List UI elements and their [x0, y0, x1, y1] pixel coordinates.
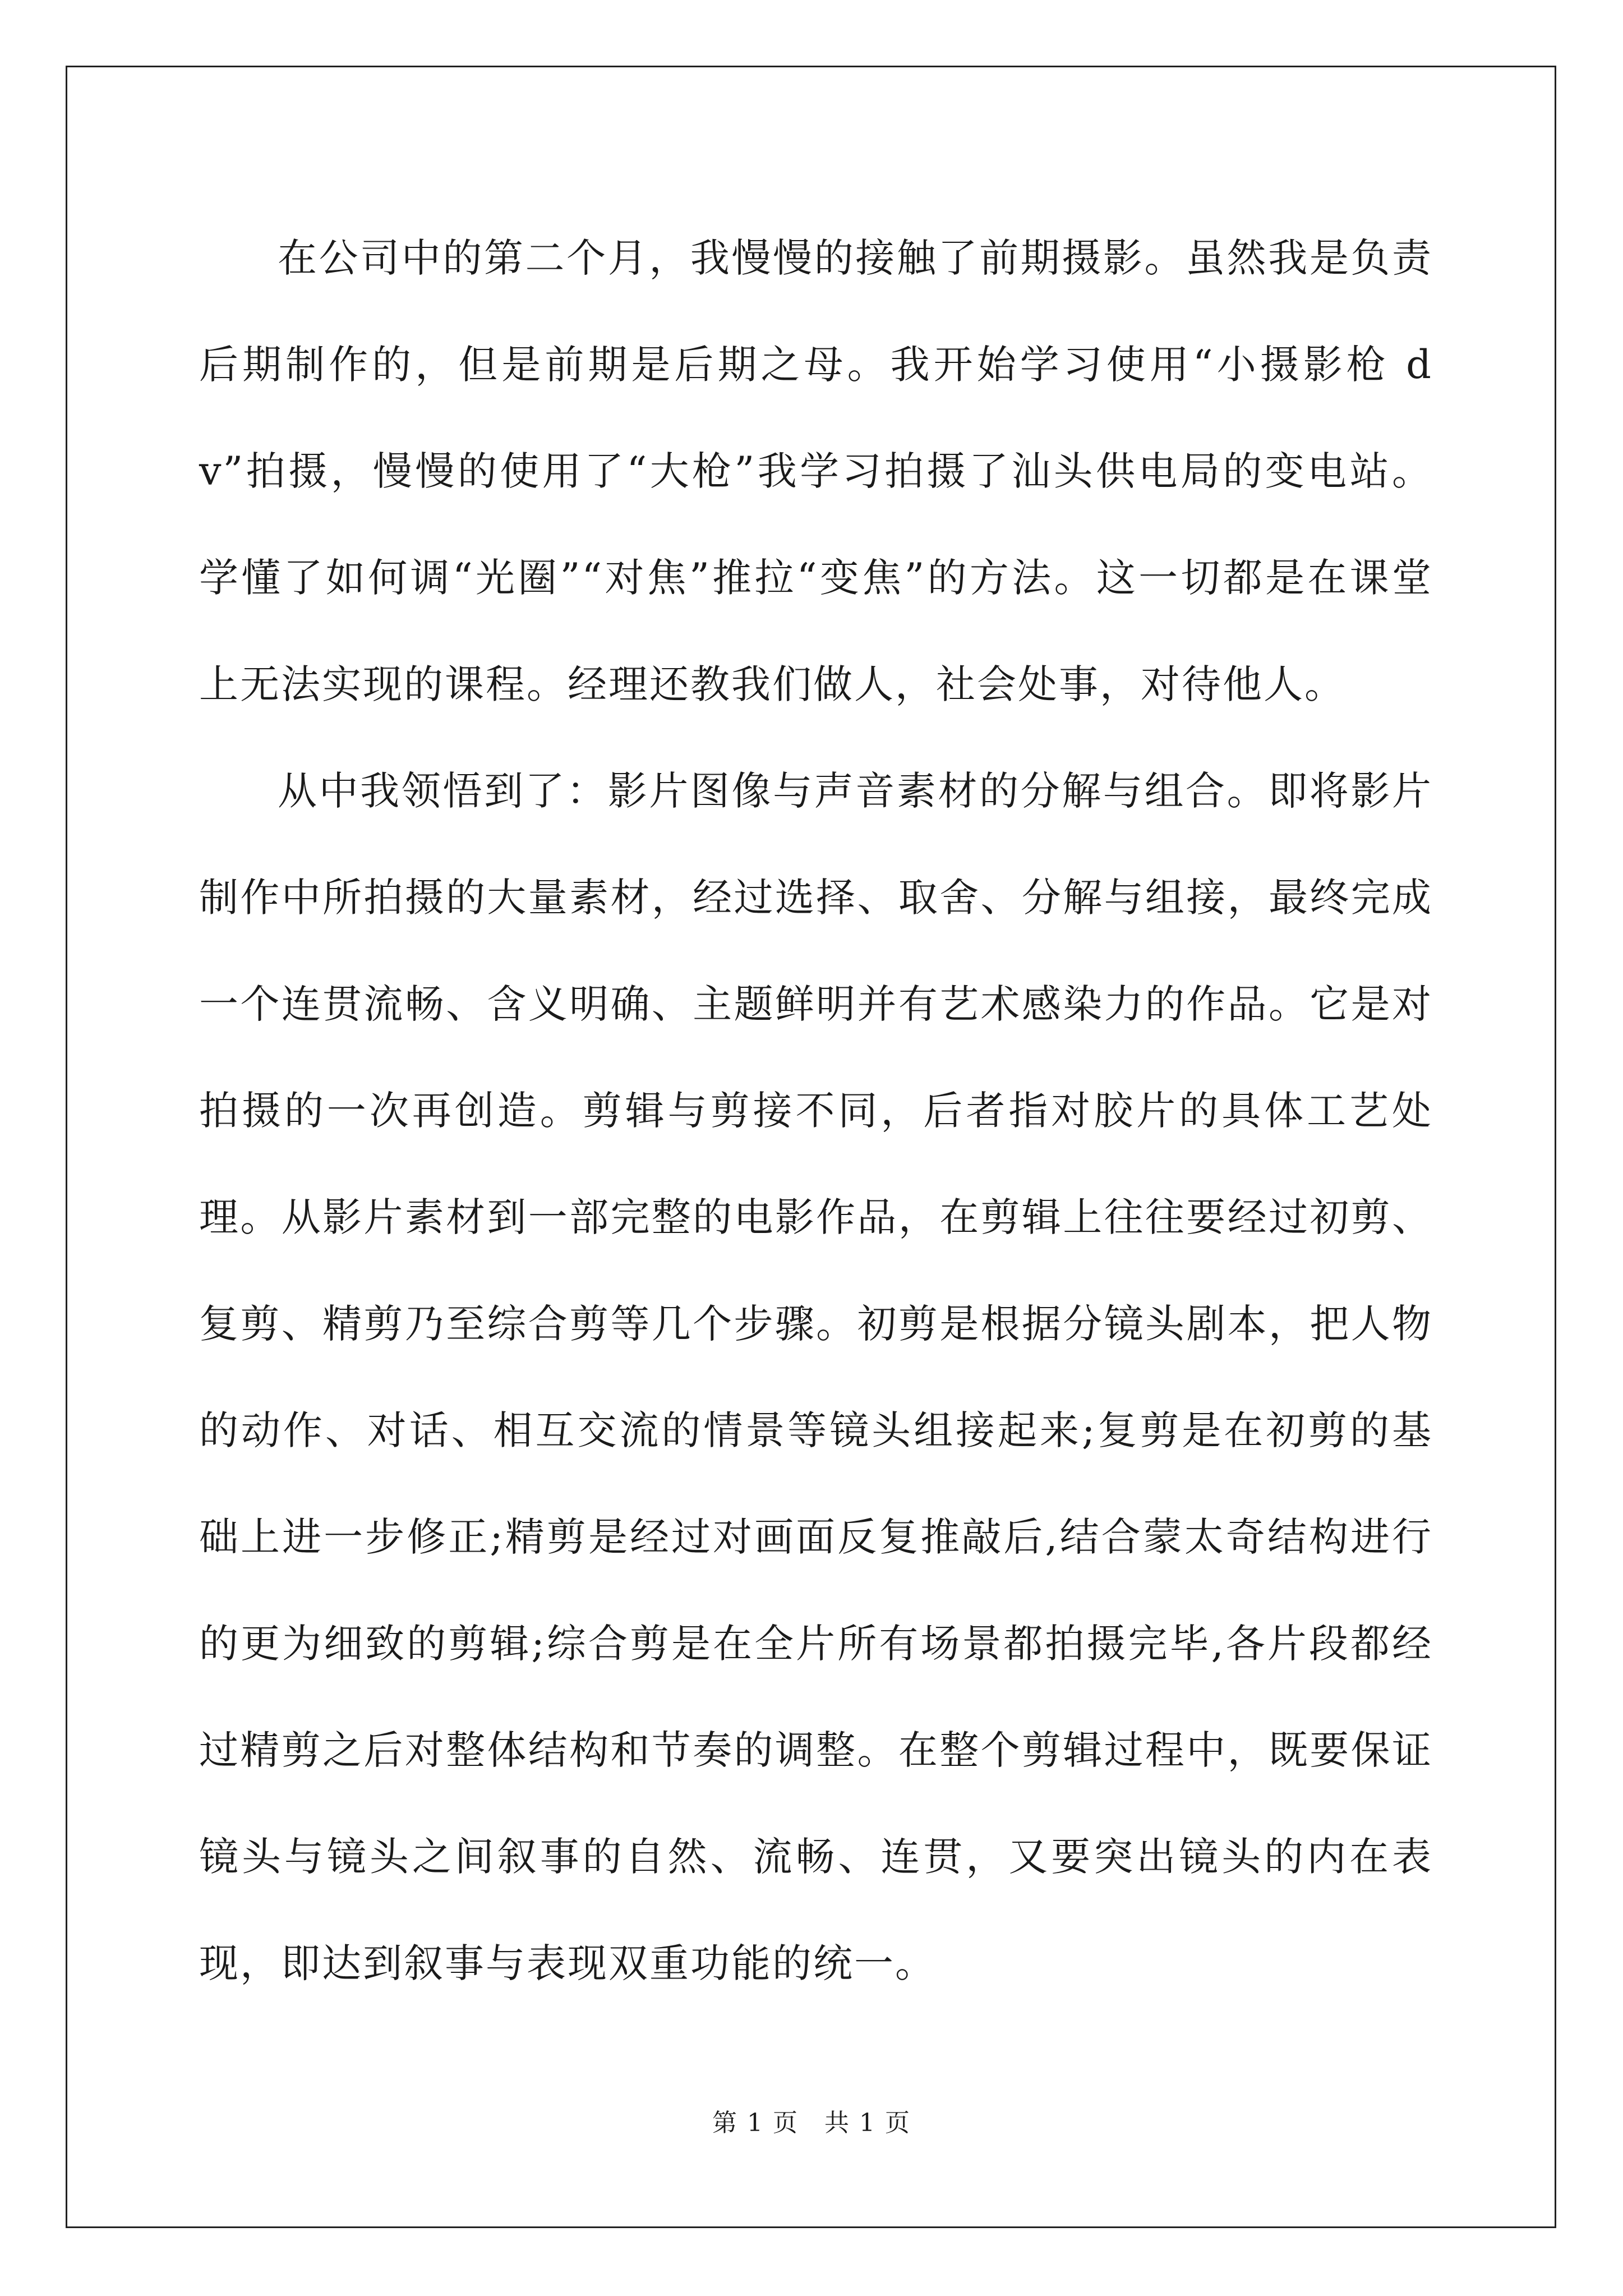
paragraph: 从中我领悟到了：影片图像与声音素材的分解与组合。即将影片制作中所拍摄的大量素材，经过选择、取舍、分解与组接，最终完成一个连贯流畅、含义明确、主题鲜明并有艺术感染力的作品。它是对拍摄的一次再创造。剪辑与剪接不同，后者指对胶片的具体工艺处理。从影片素材到一部完整的电影作品，在剪辑上往往要经过初剪、复剪、精剪乃至综合剪等几个步骤。初剪是根据分镜头剧本，把人物的动作、对话、相互交流的情景等镜头组接起来;复剪是在初剪的基础上进一步修正;精剪是经过对画面反复推敲后,结合蒙太奇结构进行的更为细致的剪辑;综合剪是在全片所有场景都拍摄完毕,各片段都经过精剪之后对整体结构和节奏的调整。在整个剪辑过程中，既要保证镜头与镜头之间叙事的自然、流畅、连贯，又要突出镜头的内在表现，即达到叙事与表现双重功能的统一。 — [199, 768, 1433, 1986]
paragraph: 在公司中的第二个月，我慢慢的接触了前期摄影。虽然我是负责后期制作的，但是前期是后期之母。我开始学习使用“小摄影枪 dv”拍摄，慢慢的使用了“大枪”我学习拍摄了汕头供电局的变电站。学懂了如何调“光圈”“对焦”推拉“变焦”的方法。这一切都是在课堂上无法实现的课程。经理还教我们做人，社会处事，对待他人。 — [199, 235, 1433, 707]
page-number-footer: 第 1 页 共 1 页 — [712, 2109, 911, 2137]
document-body — [199, 205, 1433, 2017]
